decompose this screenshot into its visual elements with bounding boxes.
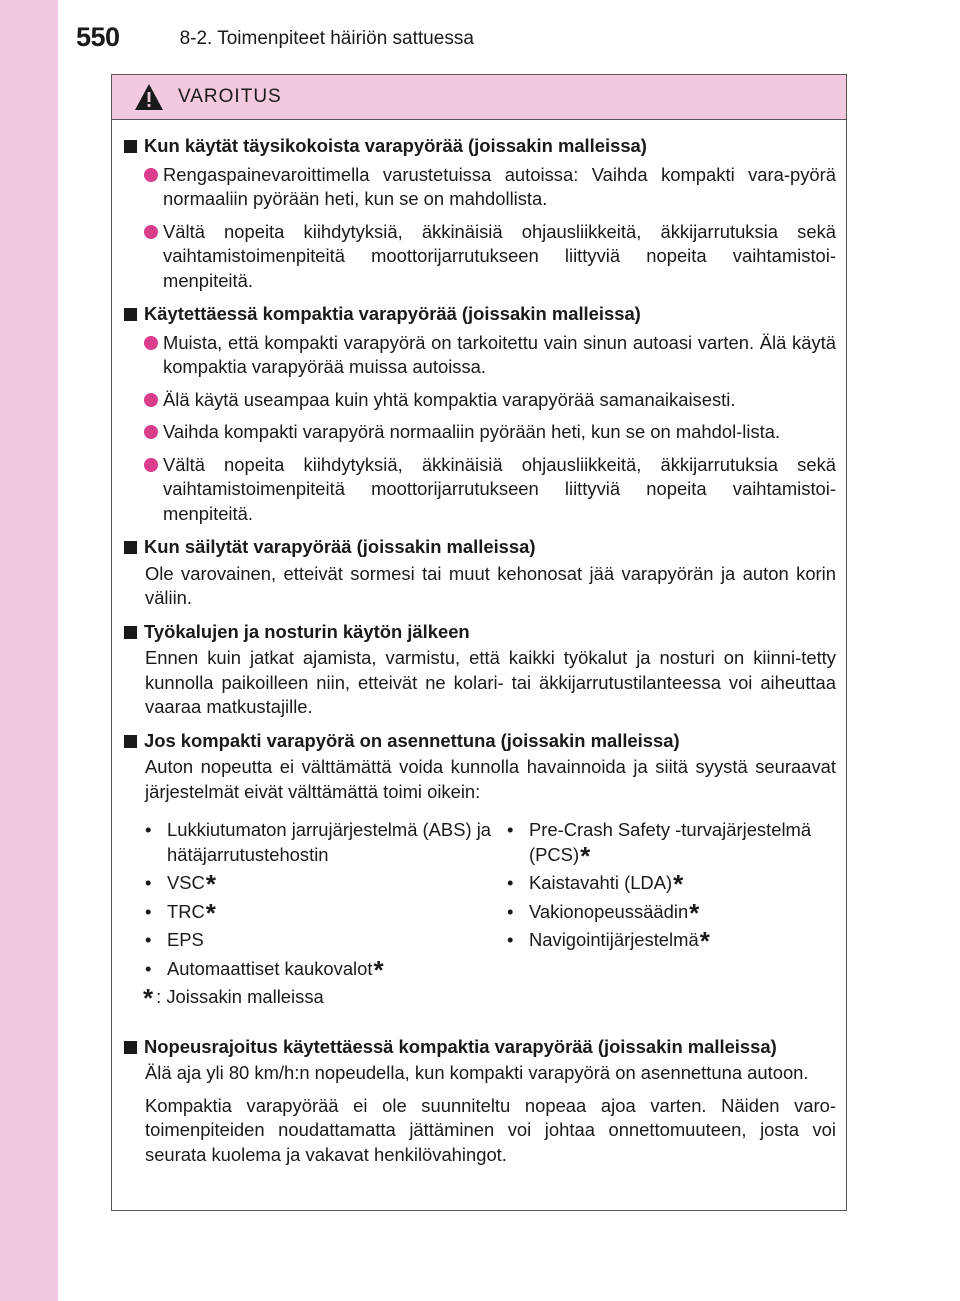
footnote: * : Joissakin malleissa xyxy=(143,983,324,1013)
square-bullet-icon xyxy=(124,308,137,321)
section-heading: Kun säilytät varapyörää (joissakin malleissa) xyxy=(144,536,536,557)
round-bullet-icon xyxy=(144,425,158,439)
system-item: • EPS xyxy=(145,929,204,950)
section-compact-spare xyxy=(124,302,836,526)
section-compact-installed xyxy=(124,729,836,1026)
section-heading: Käytettäessä kompaktia varapyörää (joissakin malleissa) xyxy=(144,303,641,324)
section-heading: Työkalujen ja nosturin käytön jälkeen xyxy=(144,620,470,642)
section-heading: Kun käytät täysikokoista varapyörää (joissakin malleissa) xyxy=(144,135,647,156)
paragraph: Ennen kuin jatkat ajamista, varmistu, että kaikki työkalut ja nosturi on kiinni-tetty kunnolla paikoilleen niin, etteivät ne kolari- tai äkkijarrutustilanteessa voi aiheuttaa vaaraa matkustajille. xyxy=(145,647,836,717)
round-bullet-icon xyxy=(144,168,158,182)
round-bullet-icon xyxy=(144,225,158,239)
warning-body xyxy=(112,120,846,1167)
list-item: Muista, että kompakti varapyörä on tarkoitettu vain sinun autoasi varten. Älä käytä kompaktia varapyörää muissa autoissa. xyxy=(144,331,836,380)
list-item: Vältä nopeita kiihdytyksiä, äkkinäisiä ohjausliikkeitä, äkkijarrutuksia sekä vaihtamistoimenpiteitä moottorijarrutukseen liittyviä nopeita vaihtamistoi-menpiteitä. xyxy=(144,220,836,294)
paragraph: Ole varovainen, etteivät sormesi tai muut kehonosat jää varapyörän ja auton korin väliin. xyxy=(145,562,836,608)
paragraph: Älä aja yli 80 km/h:n nopeudella, kun kompakti varapyörä on asennettuna autoon. xyxy=(145,1062,809,1083)
round-bullet-icon xyxy=(144,458,158,472)
system-item: • VSC* xyxy=(145,869,216,899)
section-heading: Jos kompakti varapyörä on asennettuna (joissakin malleissa) xyxy=(144,729,680,751)
square-bullet-icon xyxy=(124,735,137,748)
system-item: • Lukkiutumaton jarrujärjestelmä (ABS) ja hätäjarrutustehostin xyxy=(145,819,492,865)
list-item: Vaihda kompakti varapyörä normaaliin pyörään heti, kun se on mahdol-lista. xyxy=(144,420,836,445)
list-item: Vältä nopeita kiihdytyksiä, äkkinäisiä ohjausliikkeitä, äkkijarrutuksia sekä vaihtamistoimenpiteitä moottorijarrutukseen liittyviä nopeita vaihtamistoi-menpiteitä. xyxy=(144,453,836,527)
paragraph: Auton nopeutta ei välttämättä voida kunnolla havainnoida ja siitä syystä seuraavat järjestelmät eivät välttämättä toimi oikein: xyxy=(145,756,836,802)
round-bullet-icon xyxy=(144,393,158,407)
system-item: • Automaattiset kaukovalot* xyxy=(145,954,384,985)
warning-box xyxy=(111,74,847,1211)
system-item: • Kaistavahti (LDA)* xyxy=(507,869,684,899)
systems-right-column xyxy=(507,818,852,1026)
page-number: 550 xyxy=(76,22,120,52)
section-after-tools xyxy=(124,620,836,720)
system-item: • Pre-Crash Safety -turvajärjestelmä (PCS)* xyxy=(507,819,812,871)
section-title: 8-2. Toimenpiteet häiriön sattuessa xyxy=(179,28,474,49)
page-header xyxy=(76,22,474,62)
warning-header xyxy=(112,75,846,120)
section-heading: Nopeusrajoitus käytettäessä kompaktia varapyörää (joissakin malleissa) xyxy=(144,1035,777,1057)
section-full-size-spare xyxy=(124,134,836,293)
section-speed-limit xyxy=(124,1035,836,1168)
square-bullet-icon xyxy=(124,541,137,554)
systems-lists xyxy=(145,818,836,1026)
system-item: • Navigointijärjestelmä* xyxy=(507,926,710,956)
system-item: • TRC* xyxy=(145,897,216,928)
square-bullet-icon xyxy=(124,140,137,153)
list-item: Rengaspainevaroittimella varustetuissa autoissa: Vaihda kompakti vara-pyörä normaaliin pyörään heti, kun se on mahdollista. xyxy=(144,163,836,212)
side-tab-band xyxy=(0,0,58,1301)
systems-left-column xyxy=(145,818,507,1026)
square-bullet-icon xyxy=(124,1041,137,1054)
warning-label: VAROITUS xyxy=(178,86,282,107)
section-storing-spare xyxy=(124,535,836,611)
system-item: • Vakionopeussäädin* xyxy=(507,897,700,928)
square-bullet-icon xyxy=(124,626,137,639)
list-item: Älä käytä useampaa kuin yhtä kompaktia varapyörää samanaikaisesti. xyxy=(144,388,836,413)
warning-triangle-icon xyxy=(134,83,164,111)
round-bullet-icon xyxy=(144,336,158,350)
paragraph: Kompaktia varapyörää ei ole suunniteltu nopeaa ajoa varten. Näiden varo-toimenpiteiden noudattamatta jättäminen voi johtaa onnettomuuteen, josta voi seurata kuolema ja vakavat henkilövahingot. xyxy=(145,1094,836,1165)
